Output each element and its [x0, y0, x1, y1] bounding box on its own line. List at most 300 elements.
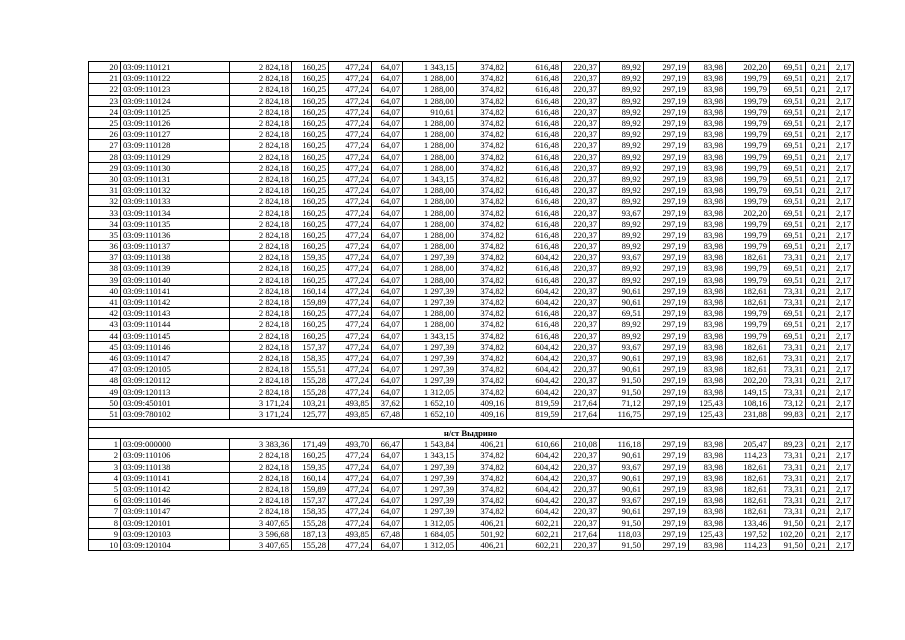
tariff-table: [88, 61, 854, 551]
value-cell: 616,48: [507, 140, 562, 151]
value-cell: 220,37: [562, 483, 600, 494]
value-cell: 477,24: [329, 117, 372, 128]
value-cell: 2 824,18: [230, 151, 292, 162]
value-cell: 2 824,18: [230, 73, 292, 84]
section-header-row: [89, 428, 854, 439]
value-cell: 83,98: [689, 162, 726, 173]
value-cell: 2 824,18: [230, 274, 292, 285]
value-cell: 199,79: [726, 106, 770, 117]
cadastral-code-cell: 03:09:110146: [121, 495, 230, 506]
value-cell: 297,19: [644, 408, 689, 419]
value-cell: 3 171,24: [230, 397, 292, 408]
value-cell: 160,25: [292, 308, 329, 319]
row-number-cell: 37: [89, 252, 121, 263]
value-cell: 91,50: [600, 539, 644, 550]
value-cell: 220,37: [562, 319, 600, 330]
table-row: [89, 517, 854, 528]
value-cell: 374,82: [457, 252, 507, 263]
value-cell: 93,67: [600, 461, 644, 472]
value-cell: 69,51: [770, 140, 806, 151]
value-cell: 64,07: [372, 106, 403, 117]
value-cell: 91,50: [600, 386, 644, 397]
value-cell: 374,82: [457, 274, 507, 285]
value-cell: 116,75: [600, 408, 644, 419]
cadastral-code-cell: 03:09:110143: [121, 308, 230, 319]
value-cell: 199,79: [726, 263, 770, 274]
value-cell: 83,98: [689, 296, 726, 307]
row-number-cell: 39: [89, 274, 121, 285]
value-cell: 297,19: [644, 151, 689, 162]
value-cell: 64,07: [372, 506, 403, 517]
value-cell: 604,42: [507, 296, 562, 307]
value-cell: 160,25: [292, 450, 329, 461]
value-cell: 1 288,00: [403, 140, 457, 151]
value-cell: 155,51: [292, 364, 329, 375]
value-cell: 2,17: [829, 296, 854, 307]
value-cell: 2 824,18: [230, 472, 292, 483]
cadastral-code-cell: 03:09:110142: [121, 296, 230, 307]
value-cell: 297,19: [644, 106, 689, 117]
value-cell: 297,19: [644, 341, 689, 352]
value-cell: 604,42: [507, 450, 562, 461]
value-cell: 220,37: [562, 308, 600, 319]
value-cell: 2,17: [829, 84, 854, 95]
value-cell: 1 297,39: [403, 341, 457, 352]
value-cell: 159,35: [292, 461, 329, 472]
value-cell: 89,92: [600, 95, 644, 106]
value-cell: 2 824,18: [230, 117, 292, 128]
value-cell: 64,07: [372, 229, 403, 240]
value-cell: 374,82: [457, 483, 507, 494]
value-cell: 220,37: [562, 95, 600, 106]
value-cell: 220,37: [562, 472, 600, 483]
value-cell: 73,31: [770, 364, 806, 375]
cadastral-code-cell: 03:09:110141: [121, 285, 230, 296]
value-cell: 158,35: [292, 506, 329, 517]
value-cell: 2,17: [829, 73, 854, 84]
row-number-cell: 27: [89, 140, 121, 151]
value-cell: 199,79: [726, 218, 770, 229]
cadastral-code-cell: 03:09:110106: [121, 450, 230, 461]
value-cell: 160,25: [292, 218, 329, 229]
value-cell: 64,07: [372, 151, 403, 162]
value-cell: 83,98: [689, 341, 726, 352]
value-cell: 220,37: [562, 274, 600, 285]
value-cell: 0,21: [806, 185, 829, 196]
table-row: [89, 229, 854, 240]
value-cell: 2 824,18: [230, 483, 292, 494]
value-cell: 2,17: [829, 162, 854, 173]
value-cell: 1 288,00: [403, 229, 457, 240]
value-cell: 69,51: [770, 319, 806, 330]
value-cell: 159,89: [292, 296, 329, 307]
value-cell: 2 824,18: [230, 285, 292, 296]
value-cell: 83,98: [689, 207, 726, 218]
value-cell: 83,98: [689, 539, 726, 550]
value-cell: 64,07: [372, 517, 403, 528]
value-cell: 83,98: [689, 140, 726, 151]
value-cell: 2,17: [829, 308, 854, 319]
value-cell: 69,51: [770, 229, 806, 240]
table-row: [89, 375, 854, 386]
cadastral-code-cell: 03:09:110132: [121, 185, 230, 196]
value-cell: 93,67: [600, 207, 644, 218]
cadastral-code-cell: 03:09:000000: [121, 439, 230, 450]
row-number-cell: 40: [89, 285, 121, 296]
value-cell: 73,31: [770, 341, 806, 352]
value-cell: 2 824,18: [230, 241, 292, 252]
value-cell: 2,17: [829, 528, 854, 539]
value-cell: 0,21: [806, 539, 829, 550]
value-cell: 217,64: [562, 397, 600, 408]
value-cell: 297,19: [644, 461, 689, 472]
value-cell: 64,07: [372, 218, 403, 229]
value-cell: 64,07: [372, 319, 403, 330]
value-cell: 2,17: [829, 173, 854, 184]
value-cell: 0,21: [806, 140, 829, 151]
value-cell: 199,79: [726, 151, 770, 162]
value-cell: 69,51: [770, 263, 806, 274]
value-cell: 114,23: [726, 539, 770, 550]
value-cell: 374,82: [457, 117, 507, 128]
row-number-cell: 45: [89, 341, 121, 352]
value-cell: 217,64: [562, 528, 600, 539]
value-cell: 69,51: [770, 241, 806, 252]
value-cell: 910,61: [403, 106, 457, 117]
value-cell: 2 824,18: [230, 106, 292, 117]
value-cell: 37,62: [372, 397, 403, 408]
table-row: [89, 483, 854, 494]
value-cell: 83,98: [689, 472, 726, 483]
value-cell: 477,24: [329, 207, 372, 218]
value-cell: 83,98: [689, 117, 726, 128]
row-number-cell: 29: [89, 162, 121, 173]
value-cell: 374,82: [457, 95, 507, 106]
value-cell: 64,07: [372, 495, 403, 506]
value-cell: 297,19: [644, 330, 689, 341]
value-cell: 374,82: [457, 364, 507, 375]
value-cell: 64,07: [372, 386, 403, 397]
value-cell: 64,07: [372, 252, 403, 263]
value-cell: 374,82: [457, 229, 507, 240]
value-cell: 1 343,15: [403, 330, 457, 341]
value-cell: 2 824,18: [230, 308, 292, 319]
value-cell: 616,48: [507, 319, 562, 330]
value-cell: 616,48: [507, 73, 562, 84]
value-cell: 220,37: [562, 495, 600, 506]
value-cell: 819,59: [507, 397, 562, 408]
value-cell: 477,24: [329, 218, 372, 229]
value-cell: 2,17: [829, 408, 854, 419]
value-cell: 3 407,65: [230, 539, 292, 550]
value-cell: 83,98: [689, 196, 726, 207]
value-cell: 89,92: [600, 151, 644, 162]
value-cell: 1 297,39: [403, 352, 457, 363]
value-cell: 374,82: [457, 173, 507, 184]
value-cell: 89,92: [600, 274, 644, 285]
value-cell: 69,51: [770, 308, 806, 319]
value-cell: 83,98: [689, 319, 726, 330]
value-cell: 220,37: [562, 185, 600, 196]
value-cell: 3 596,68: [230, 528, 292, 539]
value-cell: 297,19: [644, 162, 689, 173]
value-cell: 616,48: [507, 173, 562, 184]
table-row: [89, 296, 854, 307]
value-cell: 182,61: [726, 364, 770, 375]
table-row: [89, 218, 854, 229]
value-cell: 160,14: [292, 285, 329, 296]
value-cell: 64,07: [372, 364, 403, 375]
row-number-cell: 38: [89, 263, 121, 274]
value-cell: 2 824,18: [230, 450, 292, 461]
value-cell: 2 824,18: [230, 129, 292, 140]
table-row: [89, 285, 854, 296]
table-row: [89, 73, 854, 84]
row-number-cell: 41: [89, 296, 121, 307]
value-cell: 1 312,05: [403, 517, 457, 528]
value-cell: 133,46: [726, 517, 770, 528]
value-cell: 2 824,18: [230, 140, 292, 151]
cadastral-code-cell: 03:09:110125: [121, 106, 230, 117]
row-number-cell: 4: [89, 472, 121, 483]
value-cell: 0,21: [806, 450, 829, 461]
value-cell: 0,21: [806, 408, 829, 419]
value-cell: 64,07: [372, 207, 403, 218]
blank-row: [89, 420, 854, 428]
value-cell: 2,17: [829, 375, 854, 386]
row-number-cell: 43: [89, 319, 121, 330]
value-cell: 477,24: [329, 140, 372, 151]
value-cell: 1 288,00: [403, 207, 457, 218]
value-cell: 83,98: [689, 241, 726, 252]
value-cell: 1 288,00: [403, 129, 457, 140]
value-cell: 604,42: [507, 364, 562, 375]
table-row: [89, 140, 854, 151]
value-cell: 83,98: [689, 483, 726, 494]
value-cell: 297,19: [644, 229, 689, 240]
table-row: [89, 308, 854, 319]
value-cell: 1 312,05: [403, 539, 457, 550]
value-cell: 199,79: [726, 229, 770, 240]
value-cell: 616,48: [507, 117, 562, 128]
row-number-cell: 9: [89, 528, 121, 539]
table-row: [89, 495, 854, 506]
table-row: [89, 528, 854, 539]
value-cell: 89,92: [600, 62, 644, 73]
value-cell: 199,79: [726, 140, 770, 151]
value-cell: 2 824,18: [230, 375, 292, 386]
value-cell: 2,17: [829, 319, 854, 330]
value-cell: 3 171,24: [230, 408, 292, 419]
value-cell: 71,12: [600, 397, 644, 408]
value-cell: 220,37: [562, 73, 600, 84]
value-cell: 604,42: [507, 285, 562, 296]
value-cell: 220,37: [562, 140, 600, 151]
value-cell: 182,61: [726, 483, 770, 494]
value-cell: 220,37: [562, 162, 600, 173]
value-cell: 0,21: [806, 506, 829, 517]
value-cell: 83,98: [689, 229, 726, 240]
table-body-lower: [89, 439, 854, 551]
value-cell: 297,19: [644, 352, 689, 363]
value-cell: 67,48: [372, 528, 403, 539]
value-cell: 0,21: [806, 296, 829, 307]
cadastral-code-cell: 03:09:110135: [121, 218, 230, 229]
value-cell: 160,25: [292, 129, 329, 140]
value-cell: 297,19: [644, 252, 689, 263]
value-cell: 477,24: [329, 495, 372, 506]
value-cell: 1 343,15: [403, 173, 457, 184]
value-cell: 374,82: [457, 375, 507, 386]
value-cell: 199,79: [726, 173, 770, 184]
value-cell: 616,48: [507, 185, 562, 196]
value-cell: 477,24: [329, 341, 372, 352]
value-cell: 2 824,18: [230, 495, 292, 506]
value-cell: 616,48: [507, 129, 562, 140]
value-cell: 604,42: [507, 252, 562, 263]
value-cell: 199,79: [726, 196, 770, 207]
cadastral-code-cell: 03:09:110140: [121, 274, 230, 285]
value-cell: 0,21: [806, 73, 829, 84]
value-cell: 83,98: [689, 274, 726, 285]
value-cell: 374,82: [457, 461, 507, 472]
value-cell: 297,19: [644, 375, 689, 386]
value-cell: 69,51: [770, 117, 806, 128]
value-cell: 1 297,39: [403, 461, 457, 472]
value-cell: 220,37: [562, 62, 600, 73]
value-cell: 64,07: [372, 450, 403, 461]
value-cell: 616,48: [507, 151, 562, 162]
table-row: [89, 185, 854, 196]
value-cell: 160,25: [292, 73, 329, 84]
value-cell: 604,42: [507, 483, 562, 494]
value-cell: 125,43: [689, 397, 726, 408]
value-cell: 160,25: [292, 151, 329, 162]
table-row: [89, 352, 854, 363]
value-cell: 374,82: [457, 207, 507, 218]
value-cell: 157,37: [292, 341, 329, 352]
value-cell: 2,17: [829, 196, 854, 207]
value-cell: 0,21: [806, 341, 829, 352]
value-cell: 64,07: [372, 263, 403, 274]
value-cell: 0,21: [806, 439, 829, 450]
value-cell: 90,61: [600, 352, 644, 363]
cadastral-code-cell: 03:09:110121: [121, 62, 230, 73]
value-cell: 1 652,10: [403, 397, 457, 408]
value-cell: 616,48: [507, 162, 562, 173]
value-cell: 83,98: [689, 461, 726, 472]
cadastral-code-cell: 03:09:110147: [121, 506, 230, 517]
value-cell: 199,79: [726, 185, 770, 196]
value-cell: 2,17: [829, 218, 854, 229]
value-cell: 297,19: [644, 439, 689, 450]
value-cell: 64,07: [372, 129, 403, 140]
row-number-cell: 6: [89, 495, 121, 506]
value-cell: 155,28: [292, 539, 329, 550]
value-cell: 220,37: [562, 296, 600, 307]
value-cell: 220,37: [562, 117, 600, 128]
value-cell: 0,21: [806, 218, 829, 229]
cadastral-code-cell: 03:09:110146: [121, 341, 230, 352]
value-cell: 64,07: [372, 472, 403, 483]
value-cell: 604,42: [507, 375, 562, 386]
value-cell: 91,50: [600, 375, 644, 386]
value-cell: 90,61: [600, 450, 644, 461]
table-row: [89, 461, 854, 472]
value-cell: 0,21: [806, 285, 829, 296]
value-cell: 409,16: [457, 397, 507, 408]
value-cell: 406,21: [457, 517, 507, 528]
value-cell: 220,37: [562, 241, 600, 252]
value-cell: 297,19: [644, 517, 689, 528]
value-cell: 83,98: [689, 218, 726, 229]
value-cell: 125,77: [292, 408, 329, 419]
value-cell: 125,43: [689, 408, 726, 419]
value-cell: 2,17: [829, 129, 854, 140]
value-cell: 182,61: [726, 472, 770, 483]
value-cell: 67,48: [372, 408, 403, 419]
value-cell: 220,37: [562, 506, 600, 517]
value-cell: 2,17: [829, 330, 854, 341]
cadastral-code-cell: 03:09:110133: [121, 196, 230, 207]
value-cell: 2,17: [829, 461, 854, 472]
row-number-cell: 10: [89, 539, 121, 550]
value-cell: 616,48: [507, 207, 562, 218]
value-cell: 297,19: [644, 506, 689, 517]
value-cell: 90,61: [600, 296, 644, 307]
value-cell: 83,98: [689, 185, 726, 196]
row-number-cell: 47: [89, 364, 121, 375]
value-cell: 93,67: [600, 495, 644, 506]
value-cell: 477,24: [329, 274, 372, 285]
value-cell: 89,92: [600, 330, 644, 341]
value-cell: 220,37: [562, 252, 600, 263]
row-number-cell: 36: [89, 241, 121, 252]
value-cell: 2,17: [829, 263, 854, 274]
value-cell: 199,79: [726, 308, 770, 319]
value-cell: 2,17: [829, 364, 854, 375]
value-cell: 64,07: [372, 330, 403, 341]
value-cell: 125,43: [689, 528, 726, 539]
value-cell: 616,48: [507, 274, 562, 285]
value-cell: 297,19: [644, 185, 689, 196]
table-row: [89, 117, 854, 128]
value-cell: 199,79: [726, 274, 770, 285]
value-cell: 2 824,18: [230, 386, 292, 397]
table-row: [89, 439, 854, 450]
value-cell: 297,19: [644, 117, 689, 128]
cadastral-code-cell: 03:09:450101: [121, 397, 230, 408]
value-cell: 89,92: [600, 140, 644, 151]
value-cell: 160,25: [292, 117, 329, 128]
table-row: [89, 106, 854, 117]
value-cell: 2 824,18: [230, 196, 292, 207]
value-cell: 477,24: [329, 364, 372, 375]
value-cell: 477,24: [329, 185, 372, 196]
value-cell: 409,16: [457, 408, 507, 419]
value-cell: 160,25: [292, 207, 329, 218]
value-cell: 2 824,18: [230, 364, 292, 375]
value-cell: 220,37: [562, 539, 600, 550]
value-cell: 73,31: [770, 483, 806, 494]
value-cell: 89,92: [600, 117, 644, 128]
value-cell: 1 288,00: [403, 263, 457, 274]
value-cell: 374,82: [457, 162, 507, 173]
table-row: [89, 330, 854, 341]
value-cell: 1 288,00: [403, 84, 457, 95]
value-cell: 1 543,84: [403, 439, 457, 450]
value-cell: 73,12: [770, 397, 806, 408]
